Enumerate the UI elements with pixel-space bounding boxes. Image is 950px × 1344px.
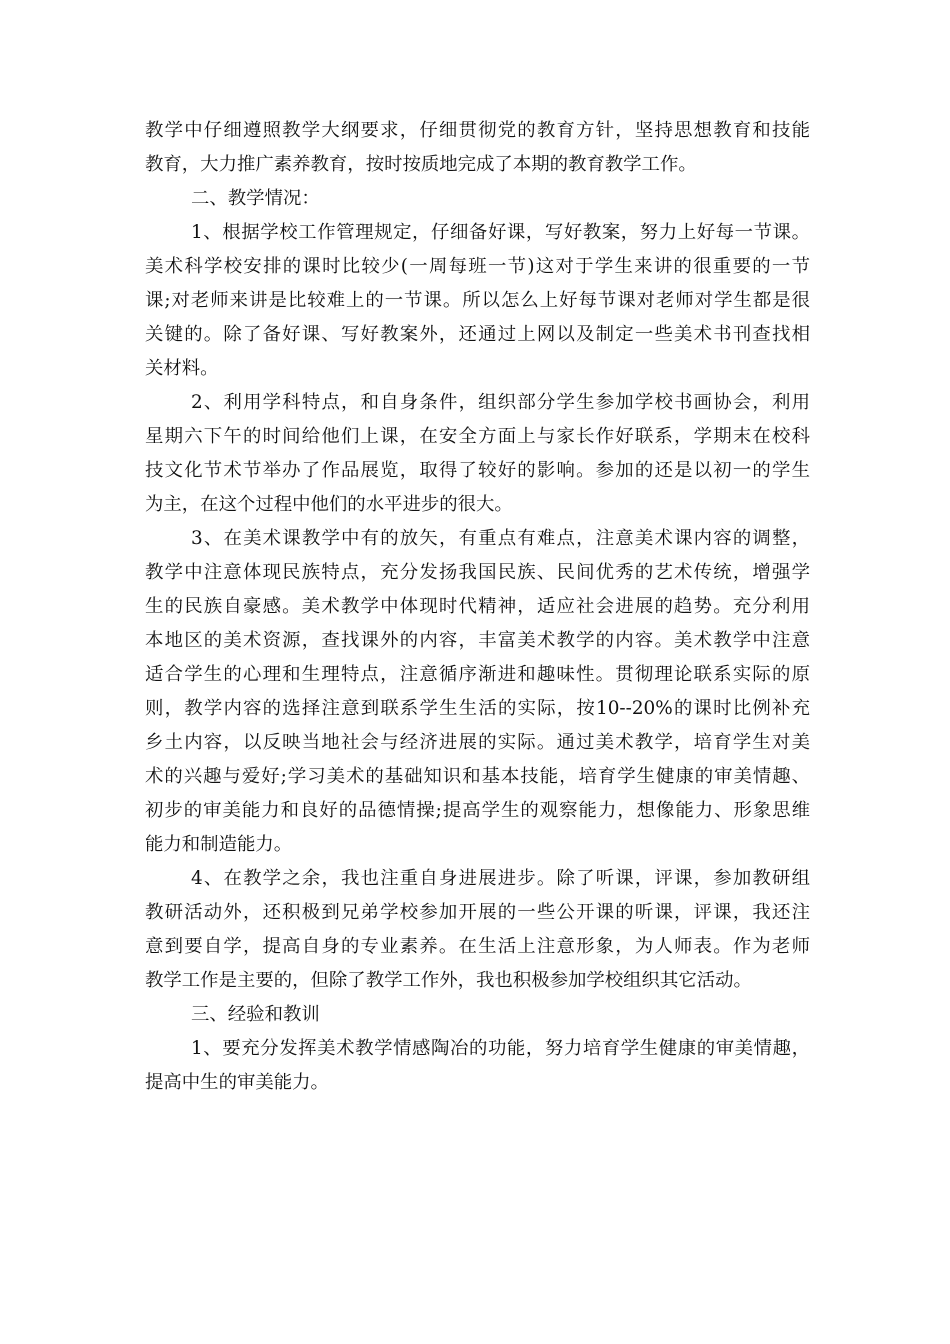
text-line: 生的民族自豪感。美术教学中体现时代精神，适应社会进展的趋势。充分利用 <box>145 596 810 617</box>
text-line: 三、经验和教训 <box>191 1004 320 1025</box>
text-line: 二、教学情况： <box>191 188 320 209</box>
text-line: 则，教学内容的选择注意到联系学生生活的实际，按10--20%的课时比例补充 <box>145 698 810 719</box>
text-line: 术的兴趣与爱好;学习美术的基础知识和基本技能，培育学生健康的审美情趣、 <box>145 766 810 787</box>
text-line: 教研活动外，还积极到兄弟学校参加开展的一些公开课的听课，评课，我还注 <box>145 902 810 923</box>
text-line: 能力和制造能力。 <box>145 834 293 855</box>
paragraph <box>145 216 810 386</box>
text-line: 1、要充分发挥美术教学情感陶冶的功能，努力培育学生健康的审美情趣， <box>191 1038 810 1059</box>
text-line: 适合学生的心理和生理特点，注意循序渐进和趣味性。贯彻理论联系实际的原 <box>145 664 810 685</box>
paragraph <box>145 522 810 862</box>
text-line: 1、根据学校工作管理规定，仔细备好课，写好教案，努力上好每一节课。 <box>191 222 810 243</box>
text-line: 3、在美术课教学中有的放矢，有重点有难点，注意美术课内容的调整， <box>191 528 810 549</box>
text-line: 4、在教学之余，我也注重自身进展进步。除了听课，评课，参加教研组 <box>191 868 810 889</box>
paragraph <box>145 386 810 522</box>
text-line: 教学中注意体现民族特点，充分发扬我国民族、民间优秀的艺术传统，增强学 <box>145 562 810 583</box>
text-line: 乡土内容，以反映当地社会与经济进展的实际。通过美术教学，培育学生对美 <box>145 732 810 753</box>
text-line: 为主，在这个过程中他们的水平进步的很大。 <box>145 494 513 515</box>
text-line: 初步的审美能力和良好的品德情操;提高学生的观察能力，想像能力、形象思维 <box>145 800 810 821</box>
text-line: 教学工作是主要的，但除了教学工作外，我也积极参加学校组织其它活动。 <box>145 970 752 991</box>
text-line: 星期六下午的时间给他们上课，在安全方面上与家长作好联系，学期末在校科 <box>145 426 810 447</box>
text-line: 教育，大力推广素养教育，按时按质地完成了本期的教育教学工作。 <box>145 154 697 175</box>
paragraph <box>145 182 810 216</box>
paragraph <box>145 862 810 998</box>
paragraph <box>145 114 810 182</box>
paragraph <box>145 998 810 1032</box>
text-line: 意到要自学，提高自身的专业素养。在生活上注意形象，为人师表。作为老师 <box>145 936 810 957</box>
text-line: 美术科学校安排的课时比较少(一周每班一节)这对于学生来讲的很重要的一节 <box>145 256 810 277</box>
text-line: 关键的。除了备好课、写好教案外，还通过上网以及制定一些美术书刊查找相 <box>145 324 810 345</box>
document-body <box>145 114 810 1100</box>
text-line: 技文化节术节举办了作品展览，取得了较好的影响。参加的还是以初一的学生 <box>145 460 810 481</box>
text-line: 提高中生的审美能力。 <box>145 1072 329 1093</box>
text-line: 2、利用学科特点，和自身条件，组织部分学生参加学校书画协会，利用 <box>191 392 810 413</box>
text-line: 课;对老师来讲是比较难上的一节课。所以怎么上好每节课对老师对学生都是很 <box>145 290 810 311</box>
text-line: 本地区的美术资源，查找课外的内容，丰富美术教学的内容。美术教学中注意 <box>145 630 810 651</box>
paragraph <box>145 1032 810 1100</box>
text-line: 教学中仔细遵照教学大纲要求，仔细贯彻党的教育方针，坚持思想教育和技能 <box>145 120 810 141</box>
text-line: 关材料。 <box>145 358 219 379</box>
